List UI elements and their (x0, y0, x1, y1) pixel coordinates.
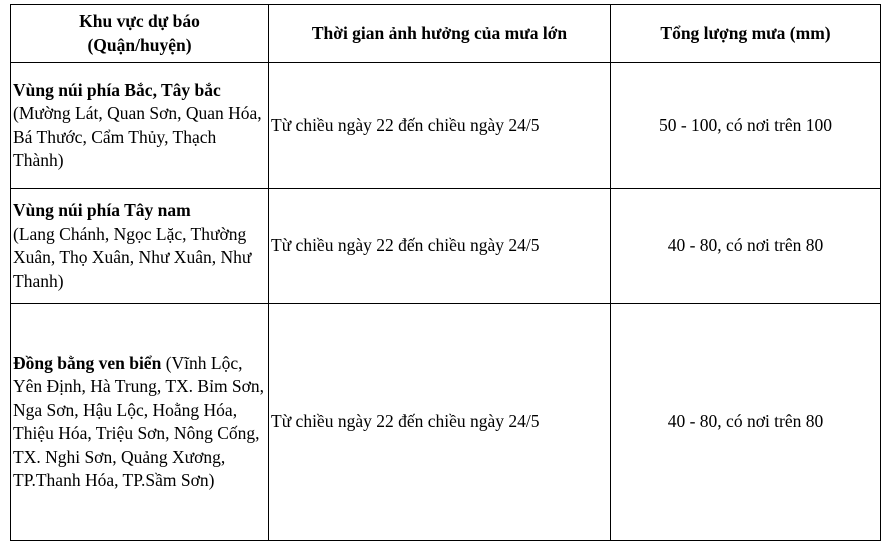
table-header (11, 5, 881, 63)
area-cell (11, 304, 269, 541)
region-name: Vùng núi phía Bắc, Tây bắc (13, 79, 221, 100)
rain-cell: 40 - 80, có nơi trên 80 (611, 189, 881, 304)
table-row (11, 189, 881, 304)
table-body (11, 63, 881, 541)
header-area-line2: (Quận/huyện) (87, 34, 192, 55)
district-list: (Lang Chánh, Ngọc Lặc, Thường Xuân, Thọ Xuân, Như Xuân, Như Thanh) (13, 223, 252, 291)
region-name: Đồng bằng ven biển (13, 352, 162, 373)
rainfall-forecast-table (10, 4, 881, 541)
region-name: Vùng núi phía Tây nam (13, 200, 191, 220)
header-rain: Tổng lượng mưa (mm) (611, 5, 881, 63)
time-cell: Từ chiều ngày 22 đến chiều ngày 24/5 (269, 189, 611, 304)
rain-cell: 40 - 80, có nơi trên 80 (611, 304, 881, 541)
header-time: Thời gian ảnh hưởng của mưa lớn (269, 5, 611, 63)
table-row (11, 304, 881, 541)
header-area (11, 5, 269, 63)
district-list: (Mường Lát, Quan Sơn, Quan Hóa, Bá Thước, Cẩm Thủy, Thạch Thành) (13, 103, 262, 170)
time-cell: Từ chiều ngày 22 đến chiều ngày 24/5 (269, 63, 611, 189)
time-cell: Từ chiều ngày 22 đến chiều ngày 24/5 (269, 304, 611, 541)
area-cell (11, 63, 269, 189)
district-list: (Vĩnh Lộc, Yên Định, Hà Trung, TX. Bỉm Sơn, Nga Sơn, Hậu Lộc, Hoằng Hóa, Thiệu Hóa, Triệu Sơn, Nông Cống, TX. Nghi Sơn, Quảng Xương, TP.Thanh Hóa, TP.Sầm Sơn) (13, 352, 265, 490)
table-row (11, 63, 881, 189)
header-area-line1: Khu vực dự báo (79, 11, 200, 31)
header-row (11, 5, 881, 63)
area-cell (11, 189, 269, 304)
rain-cell: 50 - 100, có nơi trên 100 (611, 63, 881, 189)
